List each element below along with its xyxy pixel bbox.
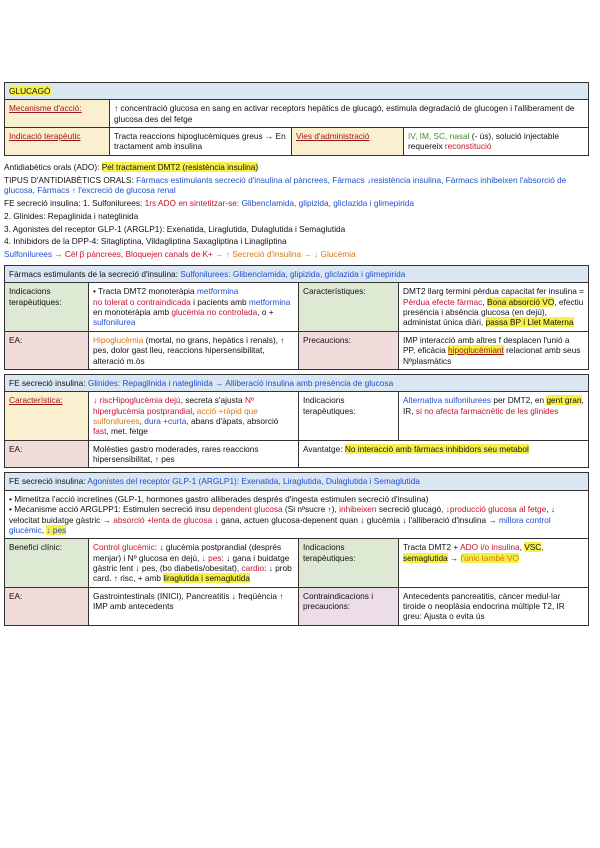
indicacio-label: Indicació terapèutic xyxy=(9,131,81,142)
sulfonilurees-header xyxy=(5,266,589,283)
t: , secreta s'ajusta xyxy=(180,395,245,406)
tipus-list: Fàrmacs estimulants secreció d'insulina al pàncrees, Fàrmacs ↓resistència insulina, Fàrmacs inhibeixen l'absorció de glucosa, Fàrmacs ↑ l'excreció de glucosa renal xyxy=(4,174,567,196)
fe1-drugs: Glibenclamida, glipizida, gliclazida i glimepirida xyxy=(241,198,414,209)
t: liraglutida i semaglutida xyxy=(163,573,251,584)
t: Bona absorció VO xyxy=(486,296,555,307)
t: , xyxy=(541,542,544,553)
indicacio-label-cell xyxy=(5,128,110,156)
vies-label-cell xyxy=(292,128,404,156)
t: sulfonilurea xyxy=(93,317,136,328)
glp1-ind-label: Indicacions terapèutiques: xyxy=(299,539,399,587)
item2-line: 2. Glinides: Repaglinida i nateglinida xyxy=(4,210,139,221)
sulf-car-text xyxy=(399,283,589,331)
mecanisme-label-cell xyxy=(5,100,110,128)
t: ↓producció glucosa al fetge xyxy=(445,504,547,515)
t: glucèmia no controlada xyxy=(171,307,258,318)
glp1-bullet-2 xyxy=(9,504,584,535)
glp1-header xyxy=(5,473,589,490)
ado-label: Antidiabètics orals (ADO): xyxy=(4,161,102,172)
vies-rest: (- ús), solució injectable requereix xyxy=(408,131,559,152)
glp1-contra-text: Antecedents pancreatitis, càncer medul·lar tiroide o neoplàsia endocrina múltiple T2, IR greu: Ajusta o evita ús xyxy=(399,587,589,625)
glinides-header xyxy=(5,374,589,391)
t: Característica: xyxy=(9,395,63,406)
t: i pacients amb xyxy=(190,296,249,307)
indicacio-text: Tracta reaccions hipoglucèmiques greus → En tractament amb insulina xyxy=(110,128,292,156)
glin-ind-label: Indicacions terapèutiques: xyxy=(299,392,399,440)
t: , IR, xyxy=(403,395,584,416)
glin-avantatge xyxy=(299,440,589,468)
glp1-bullet-1: • Mimetitza l'acció incretines (GLP-1, hormones gastro alliberades després d'ingesta estimulen secreció d'insulina) xyxy=(9,493,429,504)
fe1-label: FE secreció insulina: 1. Sulfonilurees: xyxy=(4,198,145,209)
glucago-title: GLUCAGÓ xyxy=(9,86,51,96)
t: , xyxy=(41,524,47,535)
item4-line: 4. Inhibidors de la DPP-4: Sitagliptina, Vildagliptina Saxagliptina i Linagliptina xyxy=(4,236,287,247)
sulf-ea-label: EA: xyxy=(5,331,89,369)
t: passa BP i Llet Materna xyxy=(485,317,574,328)
t: Alternativa sulfonilurees xyxy=(403,395,492,406)
t: , xyxy=(482,296,487,307)
t: ↓ pes xyxy=(201,552,222,563)
t: semaglutida xyxy=(403,552,448,563)
glp1-table xyxy=(4,472,589,625)
t: no tolerat o contraindicada xyxy=(93,296,191,307)
t: , efectiu presència i absència glucosa (en dejú), administat única diàri, xyxy=(403,296,584,328)
t: , xyxy=(139,416,145,426)
t: : ↓ gana i buidatge gàstric lent ↓ pes, (bo diabetis/obesitat), xyxy=(93,552,290,573)
t: : ↓ glucèmia postprandial (després menjar) i Nº glucosa en dejú, xyxy=(93,542,282,563)
mecanisme-label: Mecanisme d'acció: xyxy=(9,103,82,114)
t: , xyxy=(192,405,197,416)
t: Pèrdua efecte fàrmac xyxy=(403,296,483,307)
glp1-ind-text xyxy=(399,539,589,587)
t: , abans d'àpats, absorció xyxy=(186,416,279,426)
t: metformina xyxy=(248,296,291,307)
sulf-prec-label: Precaucions: xyxy=(299,331,399,369)
t: Tracta DMT2 + xyxy=(403,542,461,553)
glp1-header-blue: Agonistes del receptor GLP-1 (ARGLP1): Exenatida, Liraglutida, Dulaglutida i Semaglutida xyxy=(87,476,420,487)
t: dependent glucosa xyxy=(212,504,283,515)
sulf-orange: → ↑ Secreció d'insulina → ↓ Glucèmia xyxy=(212,249,356,260)
t: Control glucèmic xyxy=(93,542,155,553)
ado-line xyxy=(4,162,589,173)
t: l'únic també VO xyxy=(460,552,519,563)
sulfonilurees-table xyxy=(4,265,589,370)
t: si no afecta farmacnètic de les glinides xyxy=(415,405,559,416)
t: , o + xyxy=(257,307,274,318)
glp1-ben-text xyxy=(89,539,299,587)
t: cardio xyxy=(241,562,265,573)
fe1-line xyxy=(4,198,589,209)
item3-line: 3. Agonistes del receptor GLP-1 (ARGLP1): Exenatida, Liraglutida, Dulaglutida i Semaglutida xyxy=(4,223,346,234)
t: Hipoglucèmia xyxy=(93,334,144,345)
t: VSC xyxy=(524,542,542,553)
t: dura +curta xyxy=(144,416,187,426)
t: relacionat amb seus Nºplasmàtics xyxy=(403,345,581,366)
tipus-line xyxy=(4,175,589,197)
t: ↓ pes xyxy=(46,524,67,535)
sulf-prec-text xyxy=(399,331,589,369)
vies-routes: IV, IM, SC, nasal xyxy=(408,131,470,142)
fe1-red: 1rs ADO en sintetitzar-se: xyxy=(144,198,242,209)
sulf-header-blue: Sulfonilurees: Glibenclamida, glipizida, gliclazida i glimepirida xyxy=(180,269,406,280)
t: millora control glucèmic xyxy=(9,514,551,535)
tipus-label: TIPUS D'ANTIDIABÈTICS ORALS: xyxy=(4,174,137,185)
vies-label: Vies d'administració xyxy=(296,131,370,142)
glin-car-label xyxy=(5,392,89,440)
t: secreció glucagó, xyxy=(376,504,446,515)
vies-reconstitucio: reconstitució xyxy=(444,141,492,152)
t: Avantatge: xyxy=(303,443,345,454)
t: • Tracta DMT2 monoteràpia xyxy=(93,286,197,297)
glin-header-black: FE secreció insulina: xyxy=(9,377,88,388)
t: ADO i/o insulina xyxy=(460,542,520,553)
t: ↓ riscHipoglucèmia dejú xyxy=(93,395,181,406)
t: No interacció amb fàrmacs inhibidors seu metabol xyxy=(344,443,529,454)
t: → xyxy=(447,552,461,563)
t: metformina xyxy=(196,286,239,297)
sulf-ea-text xyxy=(89,331,299,369)
t: , met. fetge xyxy=(106,426,148,437)
sulf-header-black: Fàrmacs estimulants de la secreció d'insulina: xyxy=(9,269,181,280)
glp1-contra-label: Contraindicacions i precaucions: xyxy=(299,587,399,625)
glucago-header xyxy=(5,83,589,100)
glp1-mecanisme xyxy=(5,490,589,538)
t: ↓ gana, actuen glucosa-depenent quan ↓ glucèmia ↓ l'alliberació d'insulina → xyxy=(212,514,500,525)
t: , xyxy=(519,542,525,553)
ado-highlight: Pel tractament DMT2 (resistència insulina) xyxy=(101,161,259,172)
t: fast xyxy=(93,426,107,437)
glp1-header-black: FE secreció insulina: xyxy=(9,476,88,487)
t: absorció +lenta de glucosa xyxy=(113,514,213,525)
glp1-ben-label: Benefici clínic: xyxy=(5,539,89,587)
t: per DMT2, en xyxy=(491,395,547,406)
t: en monoteràpia amb xyxy=(93,307,172,318)
glin-header-blue: Glinides: Repaglinida i nateglinida → Alliberació insulina amb presència de glucosa xyxy=(87,377,394,388)
vies-text xyxy=(404,128,589,156)
t: : ↓ prob card. ↑ risc, + amb xyxy=(93,562,292,584)
glin-ea-text: Molèsties gastro moderades, rares reaccions hipersensibilitat, ↑ pes xyxy=(89,440,299,468)
glin-car-text xyxy=(89,392,299,440)
t: IMP interacció amb altres f desplacen l'unió a PP, eficàcia xyxy=(403,334,570,356)
t: , ↓ velocitat buidatge gàstric → xyxy=(9,504,556,525)
sulf-ind-label: Indicacions terapèutiques: xyxy=(5,283,89,331)
glp1-ea-text: Gastrointestinals (INICI), Pancreatitis ↓ freqüència ↑ IMP amb antecedents xyxy=(89,587,299,625)
mecanisme-text: ↑ concentració glucosa en sang en activar receptors hepàtics de glucagó, estimula degradació de glucogen i l'alliberament de glucosa des del fetge xyxy=(110,100,589,128)
t: Nº hiperglucèmia postprandial xyxy=(93,395,254,416)
glp1-ea-label: EA: xyxy=(5,587,89,625)
glin-ea-label: EA: xyxy=(5,440,89,468)
glin-ind-text xyxy=(399,392,589,440)
document-page xyxy=(4,82,589,626)
t: inhibeixen xyxy=(339,504,377,515)
sulf-car-label: Característiques: xyxy=(299,283,399,331)
t: (Si nºsucre ↑), xyxy=(282,504,340,515)
t: acció +ràpid que sulfonilurees xyxy=(93,405,258,426)
t: DMT2 llarg termini pèrdua capacitat fer insulina = xyxy=(403,286,585,297)
sulf-mechanism-line xyxy=(4,249,589,260)
glinides-table xyxy=(4,374,589,469)
sulf-ind-text xyxy=(89,283,299,331)
t: hipoglucèmiant xyxy=(448,345,504,356)
t: gent gran xyxy=(546,395,582,406)
glucago-table xyxy=(4,82,589,156)
t: (mortal, no grans, hepàtics i renals), ↑ pes, dolor gast lleu, reaccions hipersensibilitat, alteració m.òs xyxy=(93,334,285,366)
sulf-red: Cèl β pàncrees, Bloquejen canals de K+ xyxy=(64,249,213,260)
t: • Mecanisme acció ARGLPP1: Estimulen secreció insu xyxy=(9,504,213,515)
sulf-blue: Sulfonilurees → xyxy=(4,249,65,260)
